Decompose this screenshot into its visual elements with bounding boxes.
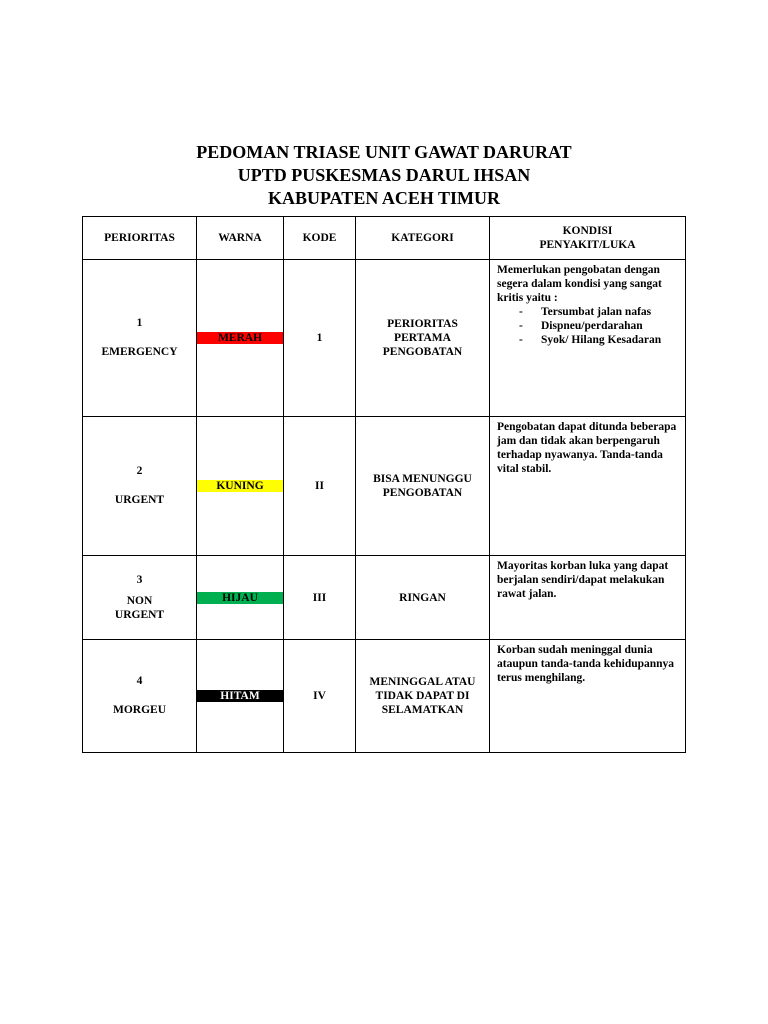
category-text: PERIORITAS PERTAMA PENGOBATAN: [382, 318, 463, 358]
category-text: MENINGGAL ATAU TIDAK DAPAT DI SELAMATKAN: [369, 676, 476, 716]
category-cell: [356, 417, 490, 556]
color-label: MERAH: [217, 332, 263, 344]
condition-text: Memerlukan pengobatan dengan segera dalam kondisi yang sangat kritis yaitu :: [497, 264, 662, 304]
color-label: HITAM: [220, 690, 260, 702]
table-row: [83, 556, 686, 640]
priority-name: NON URGENT: [114, 594, 165, 621]
priority-cell: [83, 640, 197, 753]
condition-list: [497, 305, 679, 347]
category-text: BISA MENUNGGU PENGOBATAN: [373, 473, 472, 499]
color-swatch: [197, 690, 283, 702]
table-row: [83, 417, 686, 556]
color-label: HIJAU: [222, 591, 258, 604]
priority-number: 1: [136, 317, 143, 329]
code-cell: 1: [284, 260, 356, 417]
condition-text: Mayoritas korban luka yang dapat berjalan sendiri/dapat melakukan rawat jalan.: [497, 560, 669, 600]
priority-number: 3: [136, 573, 143, 586]
priority-name: URGENT: [114, 494, 165, 506]
color-cell: [197, 417, 284, 556]
priority-number: 2: [136, 465, 143, 477]
code-cell: III: [284, 556, 356, 640]
condition-list-item: - Dispneu/perdarahan: [517, 319, 679, 333]
condition-cell: [490, 260, 686, 417]
color-swatch: [197, 332, 283, 344]
color-cell: [197, 556, 284, 640]
title-line-3: KABUPATEN ACEH TIMUR: [267, 188, 501, 208]
header-prioritas: PERIORITAS: [83, 217, 197, 260]
priority-name: EMERGENCY: [101, 346, 178, 358]
header-kategori: KATEGORI: [356, 217, 490, 260]
priority-number: 4: [136, 675, 143, 687]
priority-name: MORGEU: [112, 704, 167, 716]
header-kode: KODE: [284, 217, 356, 260]
title-line-2: UPTD PUSKESMAS DARUL IHSAN: [237, 165, 531, 185]
priority-cell: [83, 417, 197, 556]
category-cell: [356, 260, 490, 417]
condition-text: Pengobatan dapat ditunda beberapa jam dan tidak akan berpengaruh terhadap nyawanya. Tanda-tanda vital stabil.: [497, 421, 677, 475]
condition-text: Korban sudah meninggal dunia ataupun tanda-tanda kehidupannya terus menghilang.: [497, 644, 675, 684]
priority-cell: [83, 260, 197, 417]
color-cell: [197, 260, 284, 417]
condition-list-item: - Tersumbat jalan nafas: [517, 305, 679, 319]
priority-cell: [83, 556, 197, 640]
code-cell: II: [284, 417, 356, 556]
header-kondisi: KONDISI PENYAKIT/LUKA: [490, 217, 686, 260]
document-title: [0, 141, 768, 210]
color-swatch: [197, 480, 283, 492]
table-row: [83, 260, 686, 417]
category-cell: [356, 556, 490, 640]
triage-table: [82, 216, 686, 753]
condition-cell: [490, 417, 686, 556]
table-header-row: [83, 217, 686, 260]
category-cell: [356, 640, 490, 753]
title-line-1: PEDOMAN TRIASE UNIT GAWAT DARURAT: [196, 142, 572, 162]
category-text: RINGAN: [399, 591, 446, 604]
header-warna: WARNA: [197, 217, 284, 260]
color-swatch: [197, 592, 283, 604]
color-label: KUNING: [216, 480, 264, 492]
condition-list-item: - Syok/ Hilang Kesadaran: [517, 333, 679, 347]
color-cell: [197, 640, 284, 753]
table-row: [83, 640, 686, 753]
condition-cell: [490, 556, 686, 640]
condition-cell: [490, 640, 686, 753]
code-cell: IV: [284, 640, 356, 753]
